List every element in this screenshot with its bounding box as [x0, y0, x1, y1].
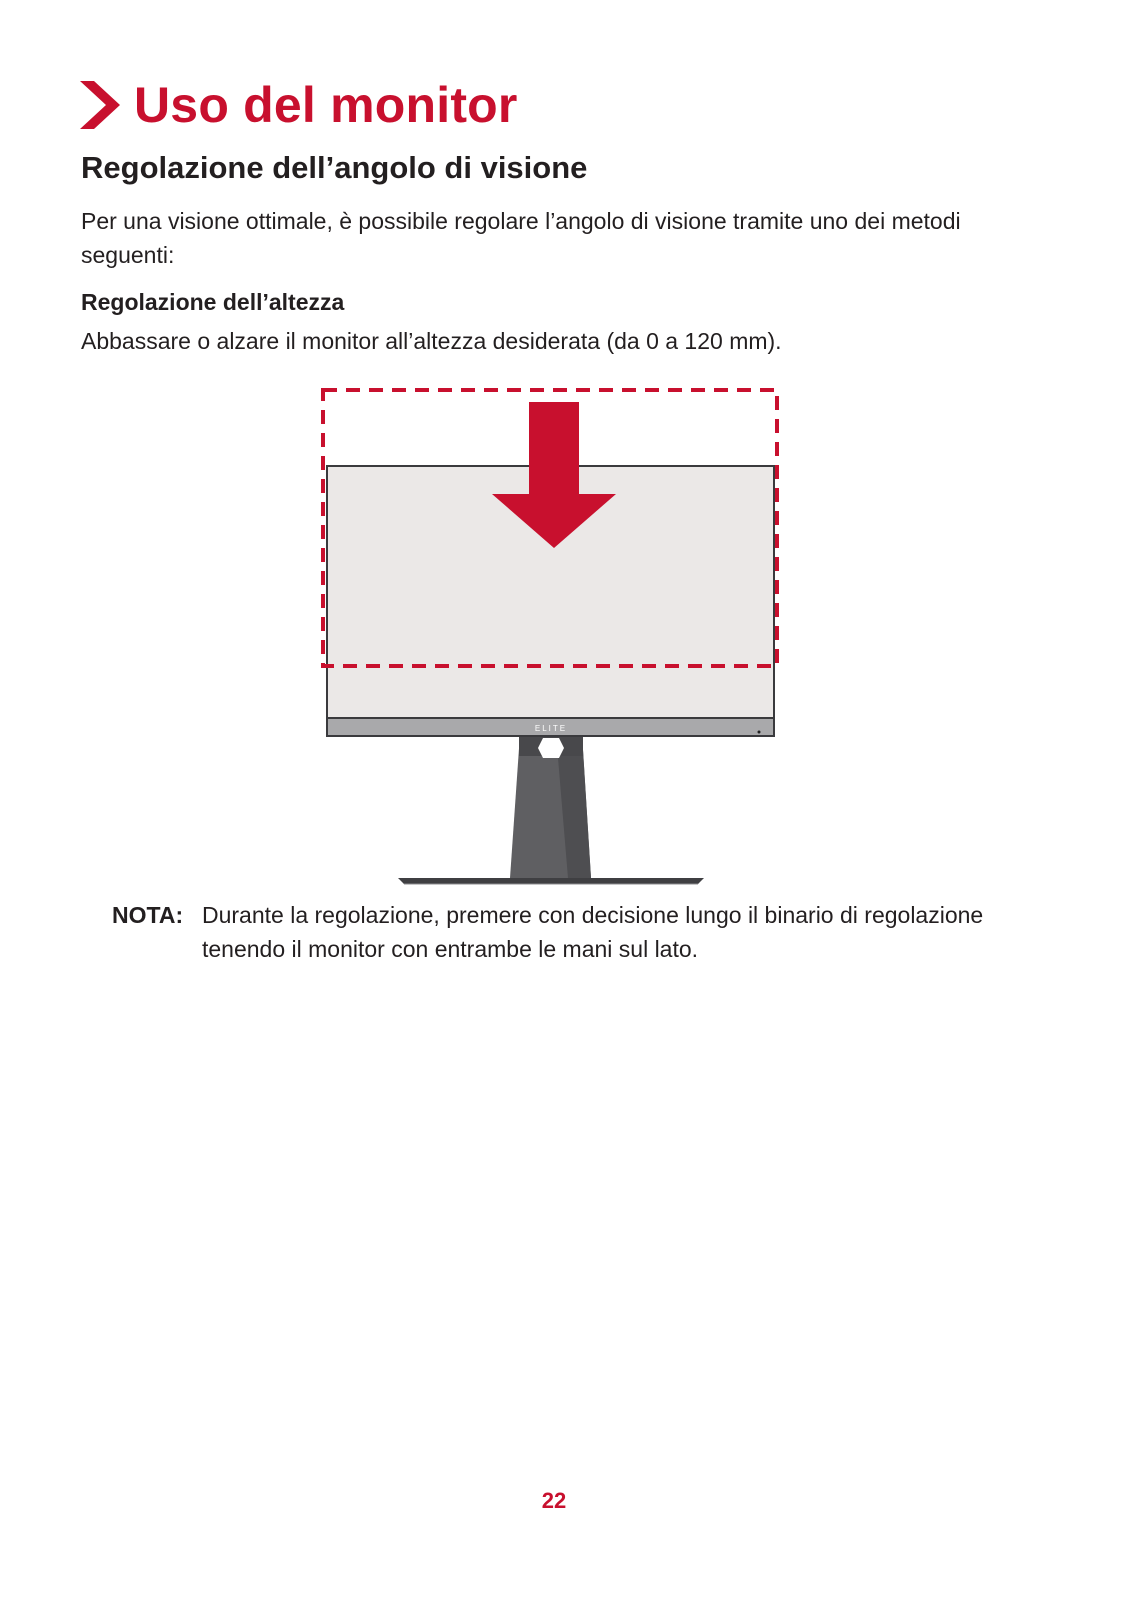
monitor-stand	[398, 734, 704, 884]
bezel-logo: ELITE	[534, 724, 568, 733]
note-text: Durante la regolazione, premere con decisione lungo il binario di regolazione tenendo il monitor con entrambe le mani sul lato.	[202, 902, 984, 962]
page-number: 22	[541, 1488, 567, 1513]
subsection-body: Abbassare o alzare il monitor all’altezza desiderata (da 0 a 120 mm).	[81, 328, 782, 354]
subsection-title: Regolazione dell’altezza	[81, 289, 345, 315]
intro-paragraph: Per una visione ottimale, è possibile regolare l’angolo di visione tramite uno dei metodi seguenti:	[81, 208, 961, 268]
chevron-right-icon	[80, 81, 120, 129]
section-title: Regolazione dell’angolo di visione	[81, 150, 588, 185]
note-label: NOTA:	[112, 902, 184, 928]
note	[112, 898, 1012, 966]
chapter-title: Uso del monitor	[134, 77, 518, 133]
monitor-height-figure	[300, 382, 800, 892]
chapter-heading	[80, 72, 518, 138]
